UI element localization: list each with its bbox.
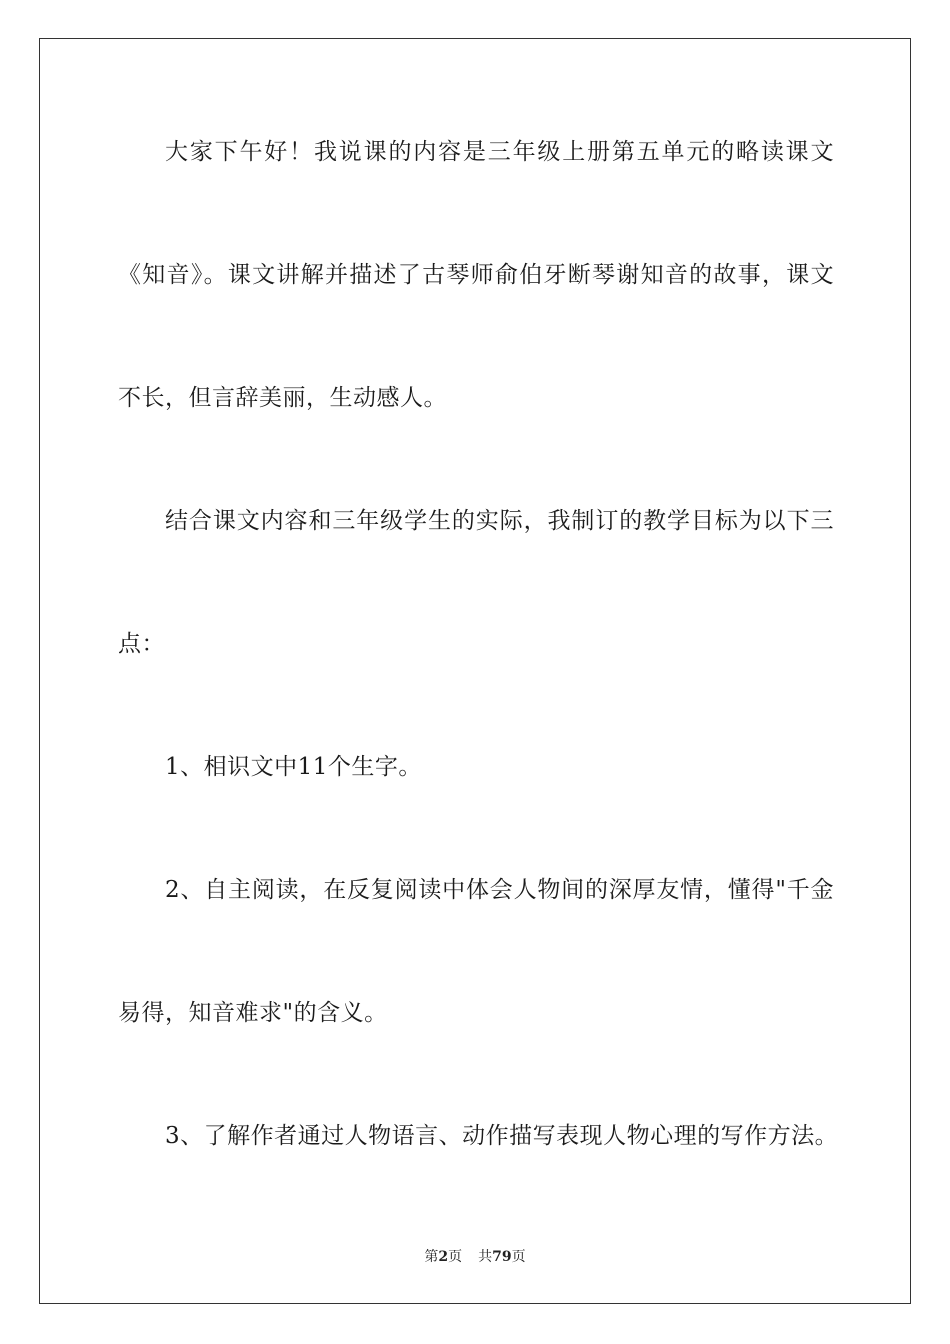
page-footer xyxy=(0,1248,950,1266)
footer-total-suffix: 页 xyxy=(511,1249,526,1265)
footer-page-suffix: 页 xyxy=(448,1249,463,1265)
paragraph-1-line-3: 不长，但言辞美丽，生动感人。 xyxy=(118,385,447,411)
goal-item-2-line-2: 易得，知音难求"的含义。 xyxy=(118,1000,388,1026)
paragraph-1-line-1: 大家下午好！我说课的内容是三年级上册第五单元的略读课文 xyxy=(165,139,834,165)
paragraph-2-line-1: 结合课文内容和三年级学生的实际，我制订的教学目标为以下三 xyxy=(165,508,834,534)
goal-item-2-line-1: 2、自主阅读，在反复阅读中体会人物间的深厚友情，懂得"千金 xyxy=(165,877,834,903)
footer-page-prefix: 第 xyxy=(424,1249,439,1265)
footer-page-current: 2 xyxy=(438,1249,449,1265)
paragraph-2-line-2: 点： xyxy=(118,631,165,657)
page-frame xyxy=(39,38,911,1304)
goal-item-1: 1、相识文中11个生字。 xyxy=(165,754,422,780)
goal-item-3: 3、了解作者通过人物语言、动作描写表现人物心理的写作方法。 xyxy=(165,1123,839,1149)
paragraph-1-line-2: 《知音》。课文讲解并描述了古琴师俞伯牙断琴谢知音的故事，课文 xyxy=(118,262,834,288)
footer-total-prefix: 共 xyxy=(478,1249,493,1265)
footer-page-total: 79 xyxy=(492,1249,512,1265)
